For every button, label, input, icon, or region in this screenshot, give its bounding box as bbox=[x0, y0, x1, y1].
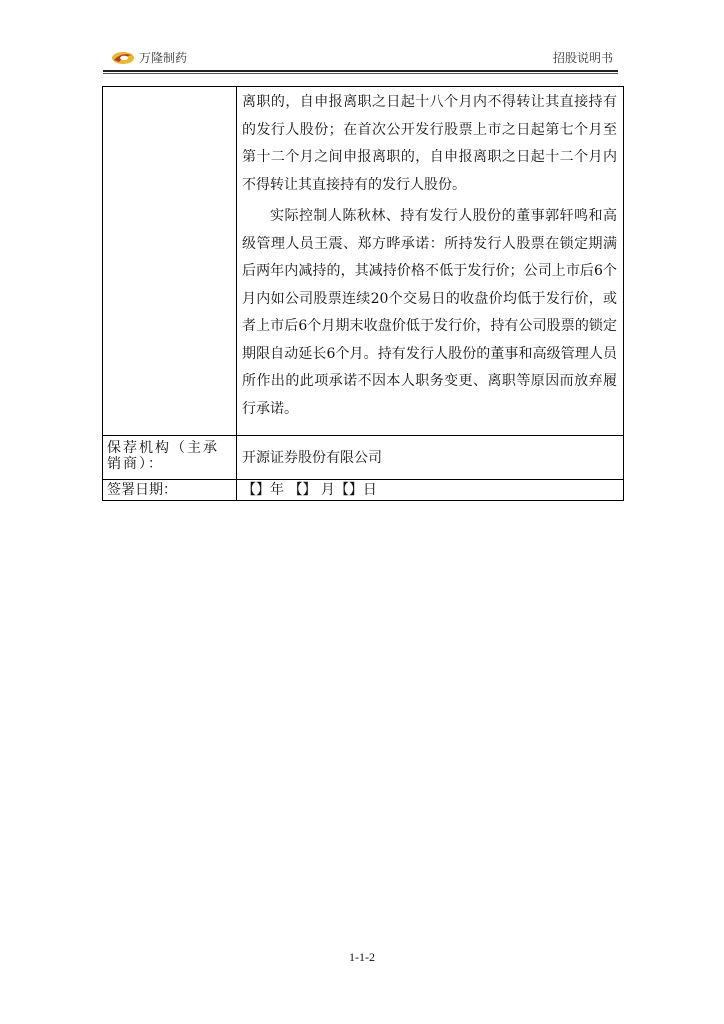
commitment-text-cell bbox=[237, 87, 624, 436]
table-row bbox=[103, 436, 624, 480]
signing-date-value: 【】年 【】 月【】日 bbox=[242, 482, 377, 498]
sponsor-value-cell bbox=[237, 436, 624, 480]
page-number: 1-1-2 bbox=[349, 950, 375, 964]
company-name: 万隆制药 bbox=[139, 51, 188, 65]
sponsor-value: 开源证券股份有限公司 bbox=[242, 450, 382, 466]
issuance-info-table bbox=[102, 86, 624, 501]
empty-label-cell bbox=[103, 87, 237, 436]
header-rule-thin bbox=[103, 73, 618, 74]
commitment-paragraph-1: 离职的，自申报离职之日起十八个月内不得转让其直接持有的发行人股份；在首次公开发行股票上市之日起第七个月至第十二个月之间申报离职的，自申报离职之日起十二个月内不得转让其直接持有的发行人股份。 bbox=[242, 94, 617, 193]
table-row bbox=[103, 87, 624, 436]
header-rule bbox=[103, 70, 618, 72]
page-header bbox=[103, 48, 615, 68]
signing-date-label: 签署日期： bbox=[107, 482, 177, 498]
commitment-paragraph-2: 实际控制人陈秋林、持有发行人股份的董事郭轩鸣和高级管理人员王震、郑方晔承诺：所持发行人股票在锁定期满后两年内减持的，其减持价格不低于发行价；公司上市后6个月内如公司股票连续20个交易日的收盘价均低于发行价，或者上市后6个月期末收盘价低于发行价，持有公司股票的锁定期限自动延长6个月。持有发行人股份的董事和高级管理人员所作出的此项承诺不因本人职务变更、离职等原因而放弃履行承诺。 bbox=[242, 208, 617, 417]
table-row bbox=[103, 480, 624, 501]
date-value-cell bbox=[237, 480, 624, 501]
sponsor-label: 保荐机构（主承销商）： bbox=[107, 440, 219, 472]
date-label-cell bbox=[103, 480, 237, 501]
document-title: 招股说明书 bbox=[552, 51, 613, 65]
company-logo-icon bbox=[111, 50, 135, 66]
sponsor-label-cell bbox=[103, 436, 237, 480]
